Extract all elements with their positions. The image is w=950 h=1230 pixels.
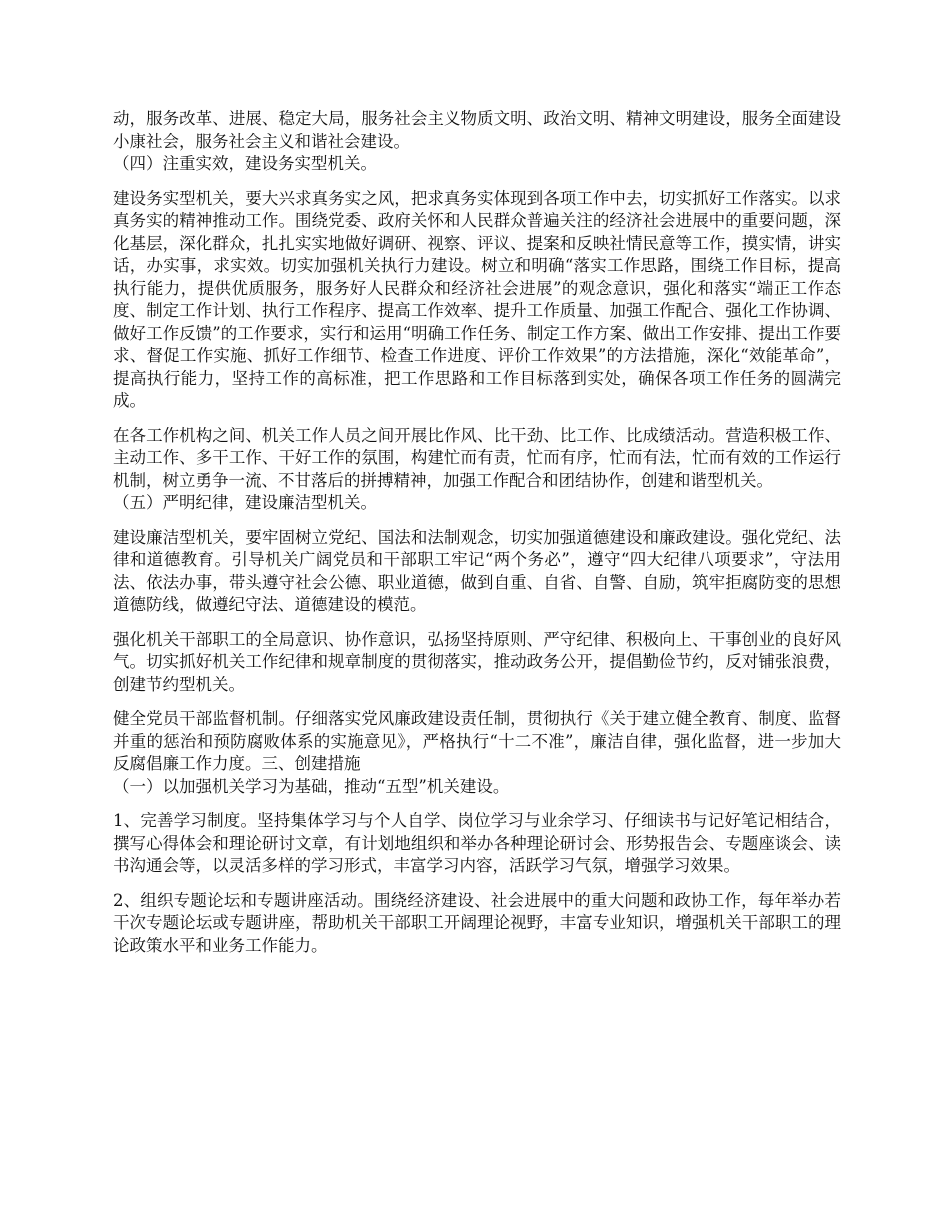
paragraph-discipline: 强化机关干部职工的全局意识、协作意识，弘扬坚持原则、严守纪律、积极向上、干事创业的良好风气。切实抓好机关工作纪律和规章制度的贯彻落实，推动政务公开，提倡勤俭节约，反对铺张浪费，创建节约型机关。 (113, 629, 841, 694)
paragraph-study-system: 1、完善学习制度。坚持集体学习与个人自学、岗位学习与业余学习、仔细读书与记好笔记相结合，撰写心得体会和理论研讨文章，有计划地组织和举办各种理论研讨会、形势报告会、专题座谈会、读书沟通会等，以灵活多样的学习形式，丰富学习内容，活跃学习气氛，增强学习效果。 (113, 811, 841, 875)
paragraph-forums-lectures: 2、组织专题论坛和专题讲座活动。围绕经济建设、社会进展中的重大问题和政协工作，每年举办若干次专题论坛或专题讲座，帮助机关干部职工开阔理论视野，丰富专业知识，增强机关干部职工的理论政策水平和业务工作能力。 (113, 890, 841, 955)
section-heading-5: （五）严明纪律，建设廉洁型机关。 (113, 493, 377, 512)
subsection-heading-1: （一）以加强机关学习为基础，推动“五型”机关建设。 (113, 776, 510, 796)
paragraph-service-goals: 动，服务改革、进展、稳定大局，服务社会主义物质文明、政治文明、精神文明建设，服务全面建设小康社会，服务社会主义和谐社会建设。 (113, 109, 841, 151)
document-page (113, 108, 841, 957)
paragraph-supervision: 健全党员干部监督机制。仔细落实党风廉政建设责任制，贯彻执行《关于建立健全教育、制度、监督并重的惩治和预防腐败体系的实施意见》，严格执行“十二不准”，廉洁自律，强化监督，进一步加大反腐倡廉工作力度。三、创建措施 (113, 709, 841, 773)
paragraph-pragmatic-agency: 建设务实型机关，要大兴求真务实之风，把求真务实体现到各项工作中去，切实抓好工作落实。以求真务实的精神推动工作。围绕党委、政府关怀和人民群众普遍关注的经济社会进展中的重要问题，深化基层，深化群众，扎扎实实地做好调研、视察、评议、提案和反映社情民意等工作，摸实情，讲实话，办实事，求实效。切实加强机关执行力建设。树立和明确“落实工作思路，围绕工作目标，提高执行能力，提供优质服务，服务好人民群众和经济社会进展”的观念意识，强化和落实“端正工作态度、制定工作计划、执行工作程序、提高工作效率、提升工作质量、加强工作配合、强化工作协调、做好工作反馈”的工作要求，实行和运用“明确工作任务、制定工作方案、做出工作安排、提出工作要求、督促工作实施、抓好工作细节、检查工作进度、评价工作效果”的方法措施，深化“效能革命”，提高执行能力，坚持工作的高标准，把工作思路和工作目标落到实处，确保各项工作任务的圆满完成。 (113, 188, 841, 410)
section-heading-4: （四）注重实效，建设务实型机关。 (113, 154, 377, 173)
paragraph-clean-agency: 建设廉洁型机关，要牢固树立党纪、国法和法制观念，切实加强道德建设和廉政建设。强化党纪、法律和道德教育。引导机关广阔党员和干部职工牢记“两个务必”，遵守“四大纪律八项要求”，守法用法、依法办事，带头遵守社会公德、职业道德，做到自重、自省、自警、自励，筑牢拒腐防变的思想道德防线，做遵纪守法、道德建设的模范。 (113, 527, 841, 614)
paragraph-competition-activity: 在各工作机构之间、机关工作人员之间开展比作风、比干劲、比工作、比成绩活动。营造积极工作、主动工作、多干工作、干好工作的氛围，构建忙而有责，忙而有序，忙而有法，忙而有效的工作运行机制，树立勇争一流、不甘落后的拼搏精神，加强工作配合和团结协作，创建和谐型机关。 (113, 425, 841, 490)
